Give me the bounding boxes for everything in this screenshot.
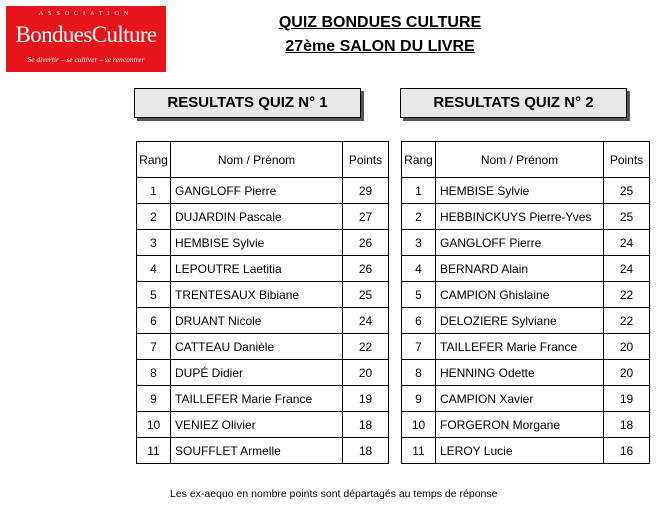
cell-points: 19 [343, 386, 389, 412]
cell-rang: 11 [402, 438, 436, 464]
cell-points: 24 [343, 308, 389, 334]
cell-rang: 9 [402, 386, 436, 412]
cell-points: 18 [343, 438, 389, 464]
cell-nom: TRENTESAUX Bibiane [171, 282, 343, 308]
cell-rang: 2 [137, 204, 171, 230]
bondues-culture-logo [6, 6, 166, 72]
cell-rang: 5 [137, 282, 171, 308]
cell-nom: GANGLOFF Pierre [436, 230, 604, 256]
logo-association-text: ASSOCIATION [38, 11, 134, 17]
column-header-points: Points [343, 142, 389, 178]
cell-rang: 4 [137, 256, 171, 282]
cell-rang: 7 [402, 334, 436, 360]
table-row [402, 308, 650, 334]
table-row [137, 282, 389, 308]
cell-rang: 10 [137, 412, 171, 438]
cell-nom: DUPÉ Didier [171, 360, 343, 386]
column-header-rang: Rang [137, 142, 171, 178]
cell-nom: DRUANT Nicole [171, 308, 343, 334]
cell-rang: 9 [137, 386, 171, 412]
cell-nom: FORGERON Morgane [436, 412, 604, 438]
footer-note: Les ex-aequo en nombre points sont départagés au temps de réponse [170, 488, 498, 500]
cell-points: 19 [604, 386, 650, 412]
cell-points: 24 [604, 256, 650, 282]
table-row [402, 360, 650, 386]
page-title: QUIZ BONDUES CULTURE [278, 14, 482, 31]
table-row [402, 412, 650, 438]
column-header-nom: Nom / Prénom [171, 142, 343, 178]
table-row [137, 360, 389, 386]
cell-points: 26 [343, 230, 389, 256]
table-row [402, 334, 650, 360]
quiz2-header: RESULTATS QUIZ N° 2 [400, 88, 627, 118]
cell-nom: HENNING Odette [436, 360, 604, 386]
cell-rang: 5 [402, 282, 436, 308]
cell-rang: 4 [402, 256, 436, 282]
table-row [402, 178, 650, 204]
cell-points: 24 [604, 230, 650, 256]
cell-nom: HEMBISE Sylvie [436, 178, 604, 204]
table-header-row [137, 142, 389, 178]
table-row [137, 230, 389, 256]
cell-nom: DELOZIERE Sylviane [436, 308, 604, 334]
cell-rang: 7 [137, 334, 171, 360]
table-row [137, 386, 389, 412]
cell-points: 16 [604, 438, 650, 464]
table-row [137, 334, 389, 360]
quiz1-header: RESULTATS QUIZ N° 1 [134, 88, 361, 118]
table-row [137, 412, 389, 438]
table-row [402, 282, 650, 308]
table-row [137, 256, 389, 282]
cell-points: 25 [604, 204, 650, 230]
cell-points: 22 [604, 308, 650, 334]
cell-rang: 1 [402, 178, 436, 204]
cell-nom: CAMPION Ghislaine [436, 282, 604, 308]
cell-rang: 10 [402, 412, 436, 438]
table-row [137, 178, 389, 204]
cell-points: 20 [343, 360, 389, 386]
cell-rang: 1 [137, 178, 171, 204]
table-row [402, 256, 650, 282]
cell-points: 20 [604, 334, 650, 360]
cell-nom: TAILLEFER Marie France [171, 386, 343, 412]
cell-rang: 8 [137, 360, 171, 386]
cell-nom: VENIEZ Olivier [171, 412, 343, 438]
table-row [137, 204, 389, 230]
cell-points: 25 [604, 178, 650, 204]
column-header-points: Points [604, 142, 650, 178]
logo-name: BonduesCulture [15, 22, 157, 47]
cell-points: 18 [343, 412, 389, 438]
cell-rang: 3 [402, 230, 436, 256]
logo-slogan: Se divertir – se cultiver – se rencontrer [27, 55, 145, 64]
column-header-rang: Rang [402, 142, 436, 178]
cell-rang: 11 [137, 438, 171, 464]
table-row [402, 204, 650, 230]
cell-nom: CAMPION Xavier [436, 386, 604, 412]
cell-nom: BERNARD Alain [436, 256, 604, 282]
table-row [402, 230, 650, 256]
cell-points: 27 [343, 204, 389, 230]
table-row [402, 438, 650, 464]
table-header-row [402, 142, 650, 178]
table-row [137, 438, 389, 464]
cell-rang: 2 [402, 204, 436, 230]
cell-nom: SOUFFLET Armelle [171, 438, 343, 464]
table-row [402, 386, 650, 412]
cell-points: 25 [343, 282, 389, 308]
cell-nom: GANGLOFF Pierre [171, 178, 343, 204]
cell-nom: HEMBISE Sylvie [171, 230, 343, 256]
cell-rang: 3 [137, 230, 171, 256]
cell-nom: DUJARDIN Pascale [171, 204, 343, 230]
cell-rang: 6 [402, 308, 436, 334]
cell-points: 18 [604, 412, 650, 438]
page-subtitle: 27ème SALON DU LIVRE [285, 38, 475, 55]
cell-rang: 6 [137, 308, 171, 334]
cell-nom: TAILLEFER Marie France [436, 334, 604, 360]
cell-points: 26 [343, 256, 389, 282]
cell-points: 29 [343, 178, 389, 204]
cell-points: 22 [604, 282, 650, 308]
quiz1-results-table [136, 141, 389, 464]
cell-rang: 8 [402, 360, 436, 386]
cell-nom: CATTEAU Danièle [171, 334, 343, 360]
cell-nom: LEPOUTRE Laetitia [171, 256, 343, 282]
column-header-nom: Nom / Prénom [436, 142, 604, 178]
cell-nom: LEROY Lucie [436, 438, 604, 464]
cell-points: 20 [604, 360, 650, 386]
quiz2-results-table [401, 141, 650, 464]
table-row [137, 308, 389, 334]
cell-nom: HEBBINCKUYS Pierre-Yves [436, 204, 604, 230]
cell-points: 22 [343, 334, 389, 360]
